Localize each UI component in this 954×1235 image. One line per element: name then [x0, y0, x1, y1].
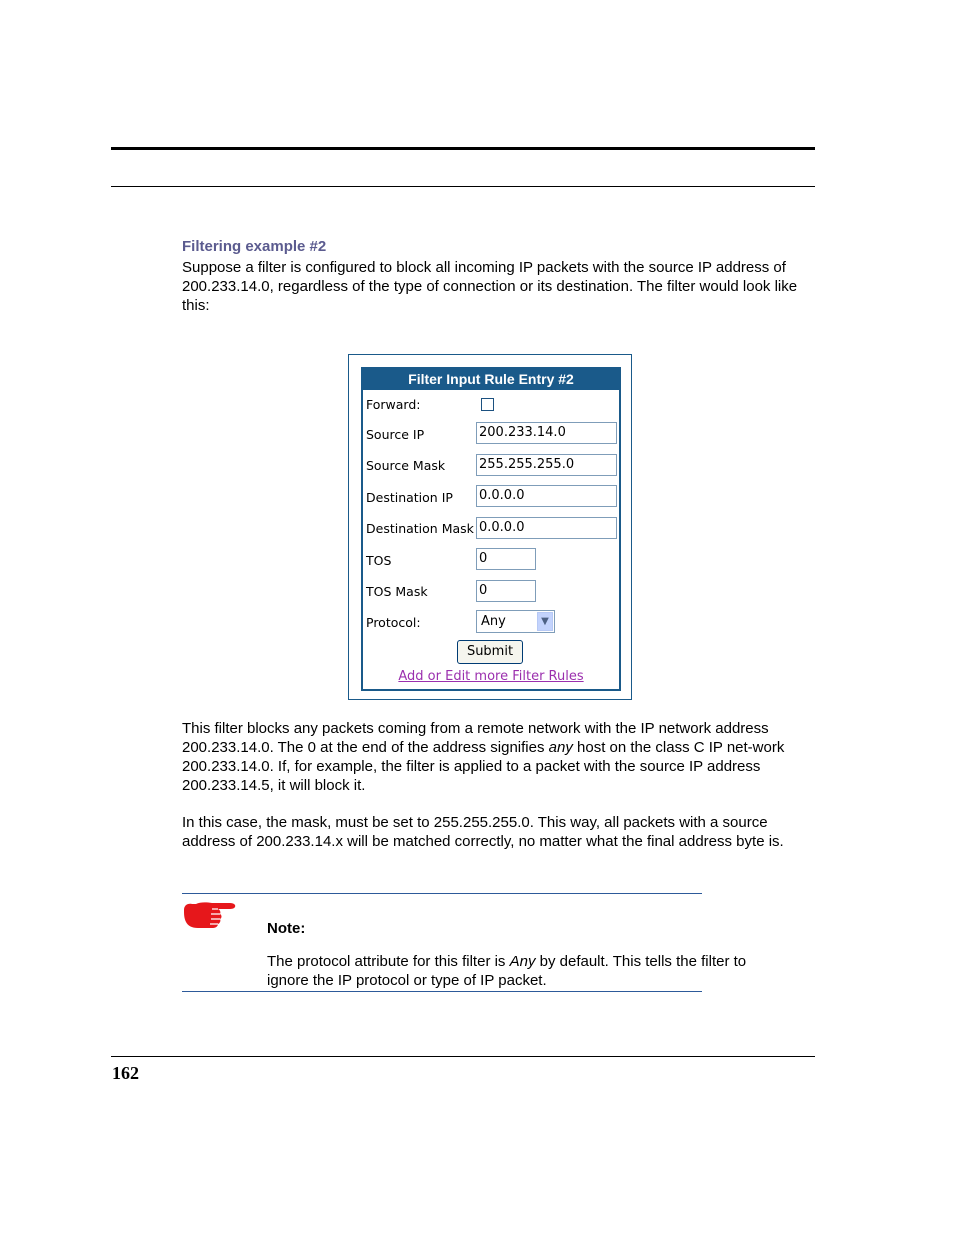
tos-mask-input[interactable]: 0: [476, 580, 536, 602]
filter-rule-form: [361, 367, 621, 691]
forward-checkbox[interactable]: [481, 398, 494, 411]
source-mask-input[interactable]: 255.255.255.0: [476, 454, 617, 476]
note-label: Note:: [267, 920, 306, 937]
form-title: Filter Input Rule Entry #2: [363, 369, 619, 390]
destination-mask-label: Destination Mask: [366, 521, 474, 536]
tos-label: TOS: [366, 553, 392, 568]
protocol-value: Any: [481, 614, 506, 629]
header-rule-thin: [111, 186, 815, 187]
footer-rule: [111, 1056, 815, 1057]
body-paragraph-2: In this case, the mask, must be set to 255.255.255.0. This way, all packets with a source address of 200.233.14.x will be matched correctly, no matter what the final address byte is.: [182, 814, 784, 850]
protocol-label: Protocol:: [366, 615, 421, 630]
section-heading: Filtering example #2: [182, 238, 327, 255]
source-ip-label: Source IP: [366, 427, 425, 442]
tos-input[interactable]: 0: [476, 548, 536, 570]
forward-label: Forward:: [366, 397, 421, 412]
note-text: The protocol attribute for this filter is Any by default. This tells the filter to ignore the IP protocol or type of IP packet.: [267, 953, 747, 989]
protocol-select[interactable]: [476, 610, 555, 633]
intro-paragraph: Suppose a filter is configured to block all incoming IP packets with the source IP address of 200.233.14.0, regardless of the type of connection or its destination. The filter would look like this:: [182, 259, 798, 314]
destination-ip-label: Destination IP: [366, 490, 453, 505]
add-edit-filter-rules-link[interactable]: Add or Edit more Filter Rules: [398, 669, 584, 684]
submit-button[interactable]: Submit: [457, 640, 523, 664]
header-rule-thick: [111, 147, 815, 150]
page-number: 162: [112, 1063, 139, 1083]
destination-mask-input[interactable]: 0.0.0.0: [476, 517, 617, 539]
destination-ip-input[interactable]: 0.0.0.0: [476, 485, 617, 507]
note-rule-top: [182, 893, 702, 894]
source-ip-input[interactable]: 200.233.14.0: [476, 422, 617, 444]
note-rule-bottom: [182, 991, 702, 992]
pointing-hand-icon: [182, 900, 238, 930]
screenshot-frame: [348, 354, 632, 700]
tos-mask-label: TOS Mask: [366, 584, 428, 599]
body-paragraph-1: This filter blocks any packets coming from a remote network with the IP network address 200.233.14.0. The 0 at the end of the address signifies any host on the class C IP net-work 200.233.14.0. If, for example, the filter is applied to a packet with the source IP address 200.233.14.5, it will block it.: [182, 720, 785, 794]
source-mask-label: Source Mask: [366, 458, 446, 473]
chevron-down-icon: ▼: [537, 612, 553, 631]
